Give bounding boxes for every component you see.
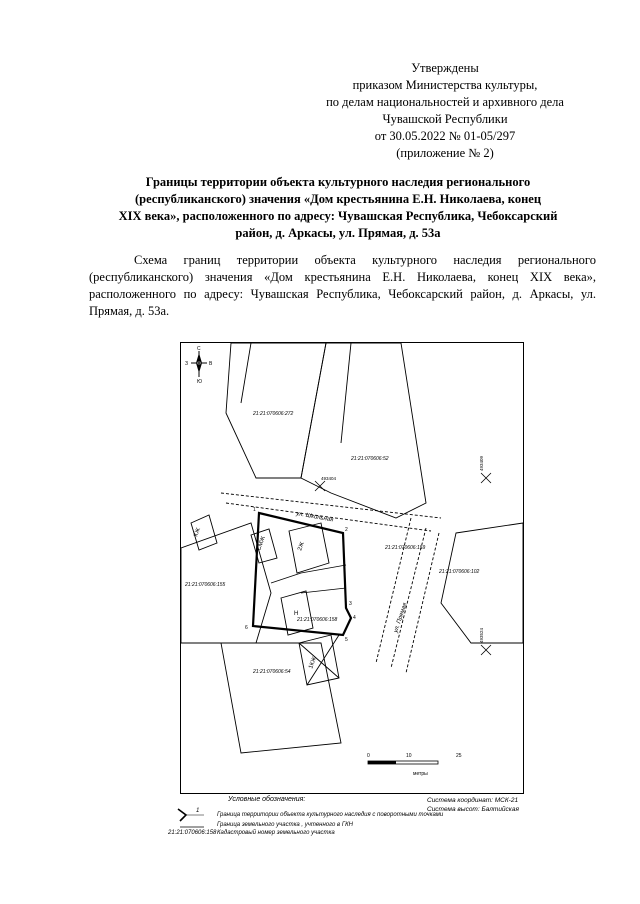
description-paragraph: Схема границ территории объекта культурного наследия регионального (республиканского) значения «Дом крестьянина Е.Н. Николаева, конец XIX века», расположенного по адресу: Чувашская Республика, Чебоксарский район, д. Аркасы, ул. Прямая, д. 53а. <box>89 253 596 318</box>
legend-item-number: 1 <box>196 808 200 814</box>
scale-0: 0 <box>367 753 370 759</box>
survey-point-label: 493524 <box>479 627 484 643</box>
1kzh-label: 1КЖ <box>308 656 319 670</box>
scale-10: 10 <box>406 753 412 759</box>
title-line: (республиканского) значения «Дом крестьянина Е.Н. Николаева, конец <box>134 192 542 206</box>
document-title <box>88 174 588 242</box>
parcel-lines <box>181 343 523 753</box>
approval-block <box>295 60 595 162</box>
boundary-point-label: 3 <box>349 601 352 607</box>
legend-item-code: 21:21:070606:158 <box>168 830 217 836</box>
parcel-155-label: 21:21:070606:155 <box>185 582 226 588</box>
boundary-point-label: 1 <box>253 507 256 513</box>
map-drawing <box>181 343 523 793</box>
approval-line: приказом Министерства культуры, <box>352 78 538 92</box>
boundary-map <box>180 342 524 794</box>
approval-line: от 30.05.2022 № 01-05/297 <box>374 129 516 143</box>
survey-point-label: 493404 <box>321 476 337 481</box>
building-2kzh <box>289 523 329 573</box>
parcel-52-label: 21:21:070606:52 <box>351 456 389 462</box>
survey-point-label: 493409 <box>479 455 484 471</box>
approval-line: (приложение № 2) <box>396 146 494 160</box>
boundary-point-label: 2 <box>345 527 348 533</box>
compass-north: С <box>197 346 201 352</box>
approval-line: по делам национальностей и архивного дела <box>326 95 564 109</box>
compass-south: Ю <box>197 379 203 385</box>
parcel-102-outline <box>441 523 523 643</box>
parcel-52-outline <box>301 343 426 518</box>
approval-line: Утверждены <box>411 61 479 75</box>
scale-unit: метры <box>413 771 428 777</box>
legend-item-parcel: Граница земельного участка , учтенного в ГКН <box>217 822 353 828</box>
boundary-point-label: 6 <box>245 625 248 631</box>
parcel-272-label: 21:21:070606:272 <box>253 411 294 417</box>
street-shkolnaya-label: ул. Школьная <box>295 511 334 524</box>
building-smzh <box>251 529 277 563</box>
compass-icon <box>185 346 213 385</box>
2kzh-label: 2Ж <box>297 541 306 552</box>
title-line: Границы территории объекта культурного наследия регионального <box>145 175 531 189</box>
legend-item-cadastral: Кадастровый номер земельного участка <box>217 830 335 836</box>
approval-line: Чувашской Республики <box>382 112 508 126</box>
boundary-point-label: 4 <box>353 615 356 621</box>
scale-bar <box>367 753 462 777</box>
compass-west: З <box>185 361 189 367</box>
legend-item-boundary: Граница территории объекта культурного наследия с поворотными точками <box>217 812 444 818</box>
legend-boundary-symbol <box>176 805 206 829</box>
boundary-point-label: 5 <box>345 637 348 643</box>
parcel-158-label: 21:21:070606:158 <box>297 617 338 623</box>
compass-east: В <box>209 361 213 367</box>
n-label: Н <box>294 611 299 617</box>
parcel-102-label: 21:21:070606:102 <box>439 569 480 575</box>
parcel-54-label: 21:21:070606:54 <box>253 669 291 675</box>
coord-system: Система координат: МСК-21 <box>427 797 519 804</box>
kzh-label: КЖ <box>193 527 202 538</box>
title-line: район, д. Аркасы, ул. Прямая, д. 53а <box>235 226 441 240</box>
height-system: Система высот: Балтийская <box>427 806 519 813</box>
scale-25: 25 <box>456 753 462 759</box>
smzh-label: СМЖ <box>256 535 267 552</box>
title-line: XIX века», расположенного по адресу: Чувашская Республика, Чебоксарский <box>118 209 558 223</box>
parcel-159-label: 21:21:070606:159 <box>385 545 426 551</box>
legend-title: Условные обозначения: <box>228 796 306 803</box>
street-pryamaya-label: ул. Прямая <box>393 602 409 634</box>
